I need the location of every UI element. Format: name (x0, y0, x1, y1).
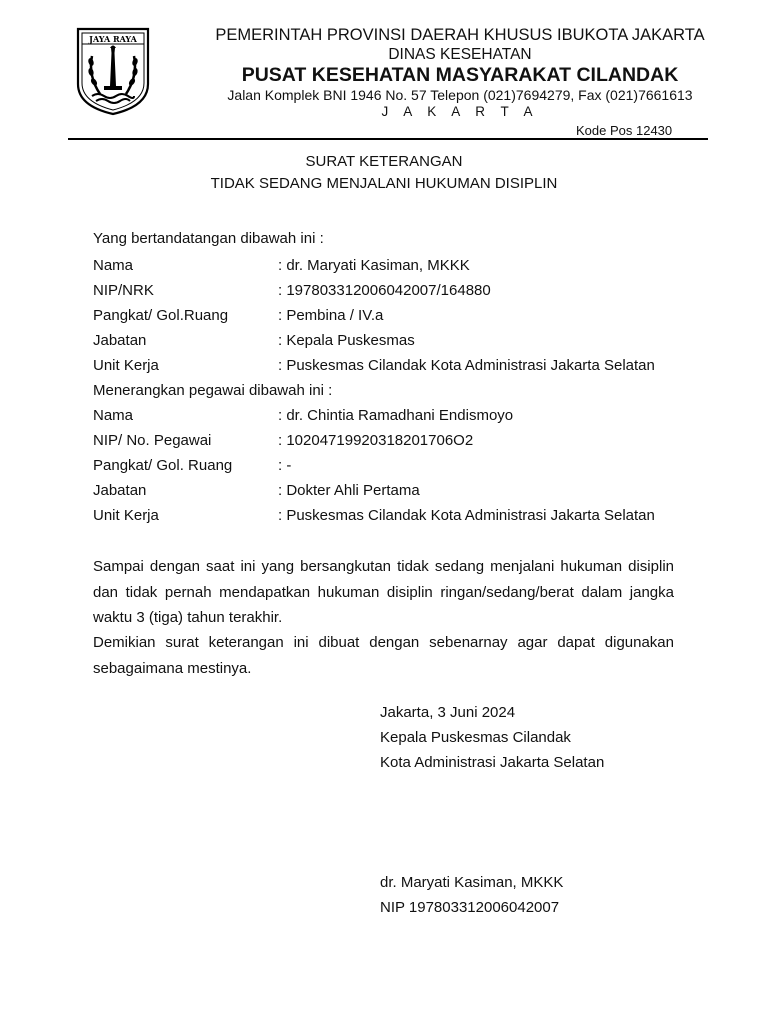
row-value: : Pembina / IV.a (278, 307, 384, 324)
row-value: : 197803312006042007/164880 (278, 282, 491, 299)
row-label: Pangkat/ Gol.Ruang (93, 307, 229, 324)
closing-line: Demikian surat keterangan ini dibuat dengan sebenarnay agar dapat digunakan (93, 634, 674, 651)
svg-text:JAYA RAYA: JAYA RAYA (89, 34, 137, 44)
row-label: Pangkat/ Gol. Ruang (93, 457, 233, 474)
signature-nip: NIP 197803312006042007 (380, 899, 560, 916)
signature-position: Kepala Puskesmas Cilandak (380, 729, 571, 746)
row-label: Jabatan (93, 332, 147, 349)
row-value: : 10204719920318201706O2 (278, 432, 474, 449)
closing-line: sebagaimana mestinya. (93, 659, 252, 677)
header-divider (68, 138, 708, 140)
header-department-line: DINAS KESEHATAN (388, 46, 532, 63)
header-address-line: Jalan Komplek BNI 1946 No. 57 Telepon (021)7694279, Fax (021)7661613 (227, 87, 693, 103)
signature-place-date: Jakarta, 3 Juni 2024 (380, 704, 516, 721)
closing-paragraph (93, 630, 674, 681)
row-value: : dr. Chintia Ramadhani Endismoyo (278, 407, 514, 424)
statement-line: waktu 3 (tiga) tahun terakhir. (93, 609, 283, 626)
statement-line: Sampai dengan saat ini yang bersangkutan tidak sedang menjalani hukuman disiplin (93, 558, 674, 575)
header-government-line: PEMERINTAH PROVINSI DAERAH KHUSUS IBUKOTA JAKARTA (215, 26, 705, 44)
row-value: : Dokter Ahli Pertama (278, 482, 420, 499)
header-postal-code: Kode Pos 12430 (576, 123, 673, 138)
jakarta-emblem-logo (74, 26, 152, 116)
row-label: Jabatan (93, 482, 147, 499)
row-label: Nama (93, 407, 134, 424)
statement-paragraph (93, 554, 674, 631)
row-value: : - (278, 457, 292, 474)
row-value: : Kepala Puskesmas (278, 332, 415, 349)
signature-position-region: Kota Administrasi Jakarta Selatan (380, 754, 605, 771)
document-subtitle: TIDAK SEDANG MENJALANI HUKUMAN DISIPLIN (210, 175, 558, 192)
row-label: Unit Kerja (93, 507, 159, 524)
header-city-line: J A K A R T A (381, 104, 539, 119)
employee-intro: Menerangkan pegawai dibawah ini : (93, 382, 333, 399)
row-label: Nama (93, 257, 134, 274)
row-value: : Puskesmas Cilandak Kota Administrasi Jakarta Selatan (278, 507, 655, 524)
document-title: SURAT KETERANGAN (305, 153, 463, 170)
row-label: NIP/ No. Pegawai (93, 432, 212, 449)
row-value: : Puskesmas Cilandak Kota Administrasi Jakarta Selatan (278, 357, 655, 374)
statement-line: dan tidak pernah mendapatkan hukuman disiplin ringan/sedang/berat dalam jangka (93, 583, 674, 601)
row-value: : dr. Maryati Kasiman, MKKK (278, 257, 470, 274)
row-label: Unit Kerja (93, 357, 159, 374)
signer-intro: Yang bertandatangan dibawah ini : (93, 230, 324, 247)
signature-name: dr. Maryati Kasiman, MKKK (380, 874, 564, 891)
row-label: NIP/NRK (93, 282, 154, 299)
header-institution-name: PUSAT KESEHATAN MASYARAKAT CILANDAK (241, 64, 679, 86)
